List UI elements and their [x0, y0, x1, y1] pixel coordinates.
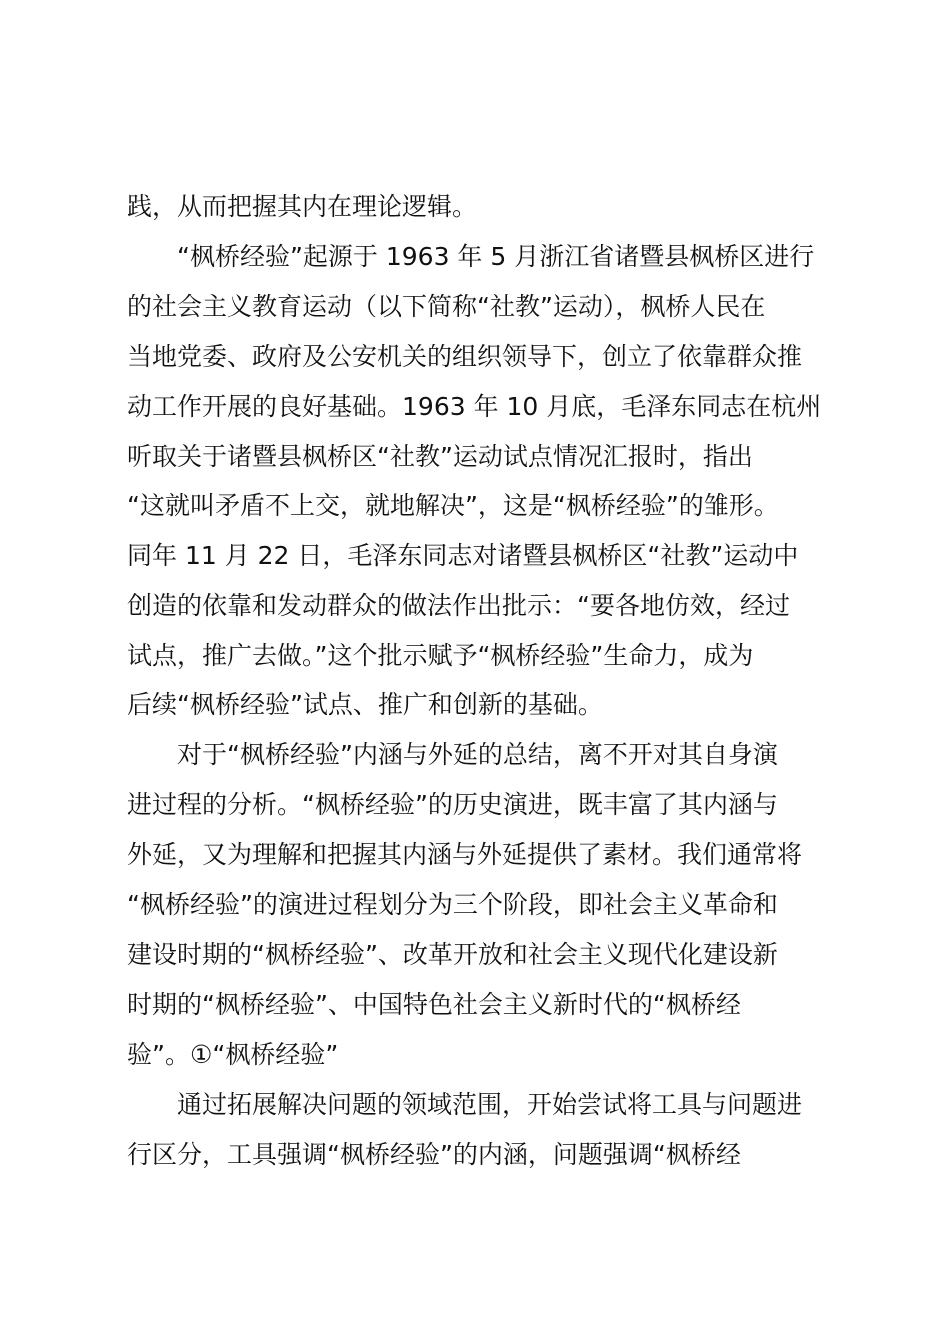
text-line: 听取关于诸暨县枫桥区“社教”运动试点情况汇报时，指出 — [127, 442, 753, 471]
text-line: 进过程的分析。“枫桥经验”的历史演进，既丰富了其内涵与 — [127, 790, 778, 819]
text-line: 同年 11 月 22 日，毛泽东同志对诸暨县枫桥区“社教”运动中 — [127, 541, 799, 570]
text-line: 的社会主义教育运动（以下简称“社教”运动），枫桥人民在 — [127, 292, 766, 321]
text-line: 验”。①“枫桥经验” — [127, 1040, 339, 1069]
text-line: 行区分，工具强调“枫桥经验”的内涵，问题强调“枫桥经 — [127, 1140, 741, 1169]
text-line: 时期的“枫桥经验”、中国特色社会主义新时代的“枫桥经 — [127, 990, 741, 1019]
paragraph-first-line: 对于“枫桥经验”内涵与外延的总结，离不开对其自身演 — [177, 740, 778, 769]
paragraph-first-line: “枫桥经验”起源于 1963 年 5 月浙江省诸暨县枫桥区进行 — [177, 242, 815, 271]
paragraph-first-line: 通过拓展解决问题的领域范围，开始尝试将工具与问题进 — [177, 1090, 803, 1119]
text-line: 践，从而把握其内在理论逻辑。 — [127, 192, 478, 221]
text-line: 当地党委、政府及公安机关的组织领导下，创立了依靠群众推 — [127, 342, 803, 371]
text-line: 试点，推广去做。”这个批示赋予“枫桥经验”生命力，成为 — [127, 641, 754, 670]
text-line: “这就叫矛盾不上交，就地解决”，这是“枫桥经验”的雏形。 — [127, 491, 779, 520]
text-line: 外延，又为理解和把握其内涵与外延提供了素材。我们通常将 — [127, 840, 803, 869]
text-line: 建设时期的“枫桥经验”、改革开放和社会主义现代化建设新 — [127, 940, 778, 969]
text-line: 后续“枫桥经验”试点、推广和创新的基础。 — [127, 690, 603, 719]
text-line: “枫桥经验”的演进过程划分为三个阶段，即社会主义革命和 — [127, 890, 778, 919]
text-line: 动工作开展的良好基础。1963 年 10 月底，毛泽东同志在杭州 — [127, 392, 822, 421]
text-line: 创造的依靠和发动群众的做法作出批示：“要各地仿效，经过 — [127, 591, 790, 620]
